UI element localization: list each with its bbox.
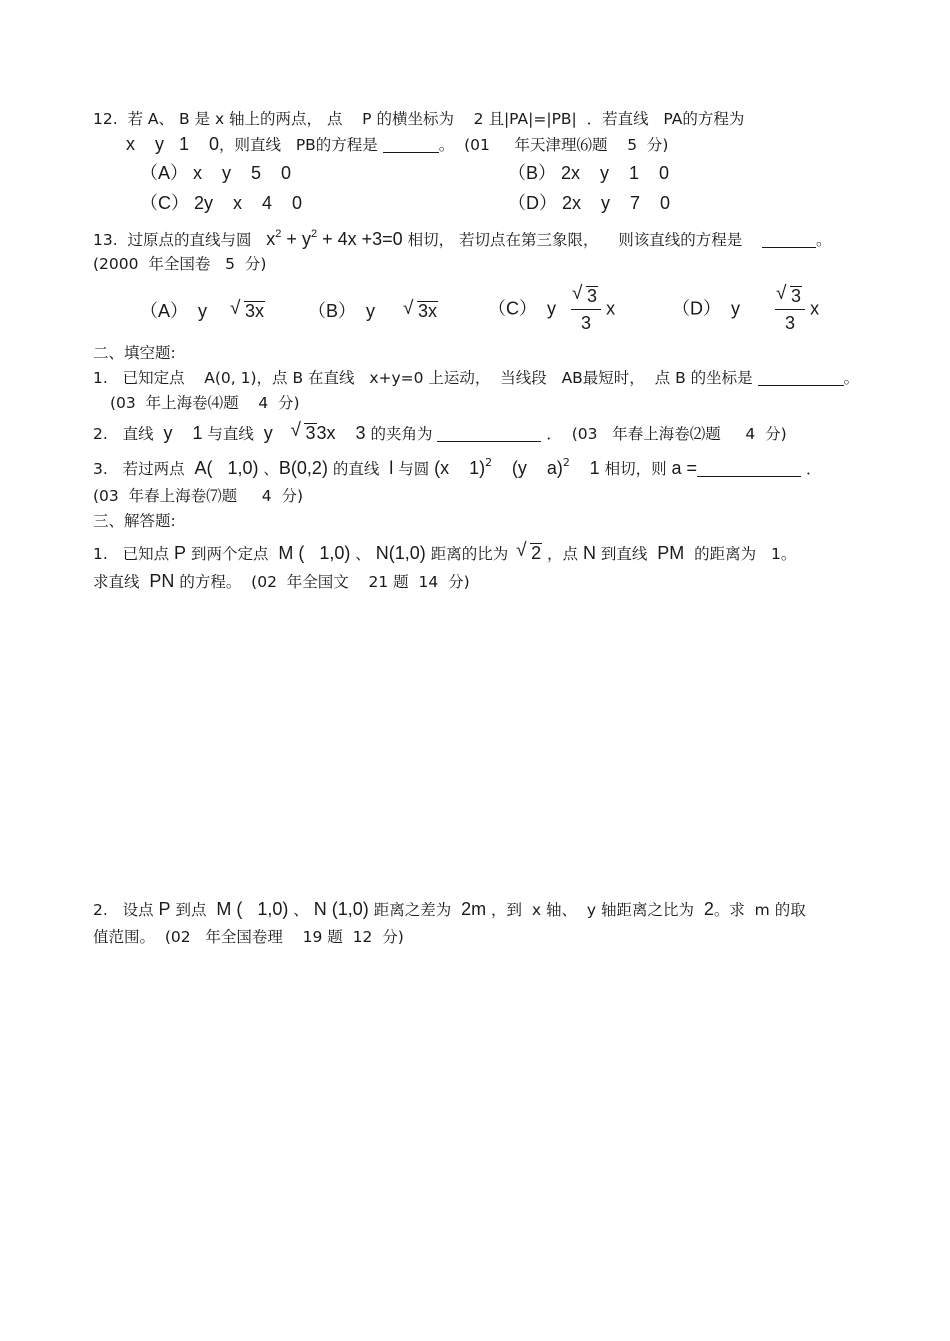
q12-option-a: （A） x y 5 0 xyxy=(140,163,292,183)
q13-text-2: 相切， 若切点在第三象限， 则该直线的方程是 xyxy=(407,231,743,249)
fill3-line: 3. 若过两点 A( 1,0) 、B(0,2) 的直线 l 与圆 (x 1)$^2$ (y a)$^2$ 1 相切，则 a = ． xyxy=(93,456,822,478)
ans1-line1: 1. 已知点 P 到两个定点 M ( 1,0) 、 N(1,0) 距离的比为 √ 2 ，点 N 到直线 PM 的距离为 1。 xyxy=(93,542,796,565)
section-answer-title: 三、解答题: xyxy=(93,512,176,530)
q13-option-d: （D） y √ $\frac{3}{3}$ x xyxy=(672,285,819,334)
q12-line2 xyxy=(126,133,668,156)
q12-text: ，则直线 PB的方程是 xyxy=(219,136,378,154)
q13-answer-blank[interactable] xyxy=(762,231,816,248)
fill2-line: 2. 直线 y 1 与直线 y √ 33x 3 的夹角为 ． (03 年春上海卷⑵题 4 分) xyxy=(93,422,787,445)
q13-option-c: （C） y √ $\frac{3}{3}$ x xyxy=(488,285,615,334)
q13-option-a: （A） y √ 3x xyxy=(140,300,265,322)
fill1-answer-blank[interactable] xyxy=(758,369,844,386)
q12-option-c: （C） 2y x 4 0 xyxy=(140,193,303,213)
q13-text: 13. 过原点的直线与圆 xyxy=(93,231,252,249)
q13-source: (2000 年全国卷 5 分) xyxy=(93,255,267,273)
ans2-line2: 值范围。 (02 年全国卷理 19 题 12 分) xyxy=(93,928,404,946)
q12-source: 。 (01 年天津理⑹题 5 分) xyxy=(438,136,669,154)
fill3-source: (03 年春上海卷⑺题 4 分) xyxy=(93,487,304,505)
fill1-source: (03 年上海卷⑷题 4 分) xyxy=(110,394,300,412)
q12-option-b: （B） 2x y 1 0 xyxy=(508,163,670,183)
q12-answer-blank[interactable] xyxy=(383,136,439,153)
q13-option-b: （B） y √ 3x xyxy=(308,300,438,322)
q13-line1: 13. 过原点的直线与圆 $x^2 + y^2 + 4x +3=0$ 相切， 若切点在第三象限， 则该直线的方程是 。 xyxy=(93,228,832,249)
q12-line1: 12. 若 A、 B 是 x 轴上的两点， 点 P 的横坐标为 2 且|PA|=|PB| ．若直线 PA的方程为 xyxy=(93,110,745,128)
fill3-answer-blank[interactable] xyxy=(697,460,801,477)
q12-equation: x y 1 0 xyxy=(126,134,220,154)
ans1-line2: 求直线 PN 的方程。 (02 年全国文 21 题 14 分) xyxy=(93,571,470,591)
fill1-line1: 1. 已知定点 A(0, 1)，点 B 在直线 x+y=0 上运动， 当线段 AB最短时， 点 B 的坐标是 。 xyxy=(93,369,860,387)
fill2-answer-blank[interactable] xyxy=(437,425,541,442)
circle-equation: $x^2 + y^2 + 4x +3=0$ xyxy=(266,228,403,249)
ans2-line1: 2. 设点 P 到点 M ( 1,0) 、 N (1,0) 距离之差为 2m ，到 x 轴、 y 轴距离之比为 2。求 m 的取 xyxy=(93,899,806,919)
section-fill-in-title: 二、填空题: xyxy=(93,344,176,362)
q12-option-d: （D） 2x y 7 0 xyxy=(508,193,671,213)
